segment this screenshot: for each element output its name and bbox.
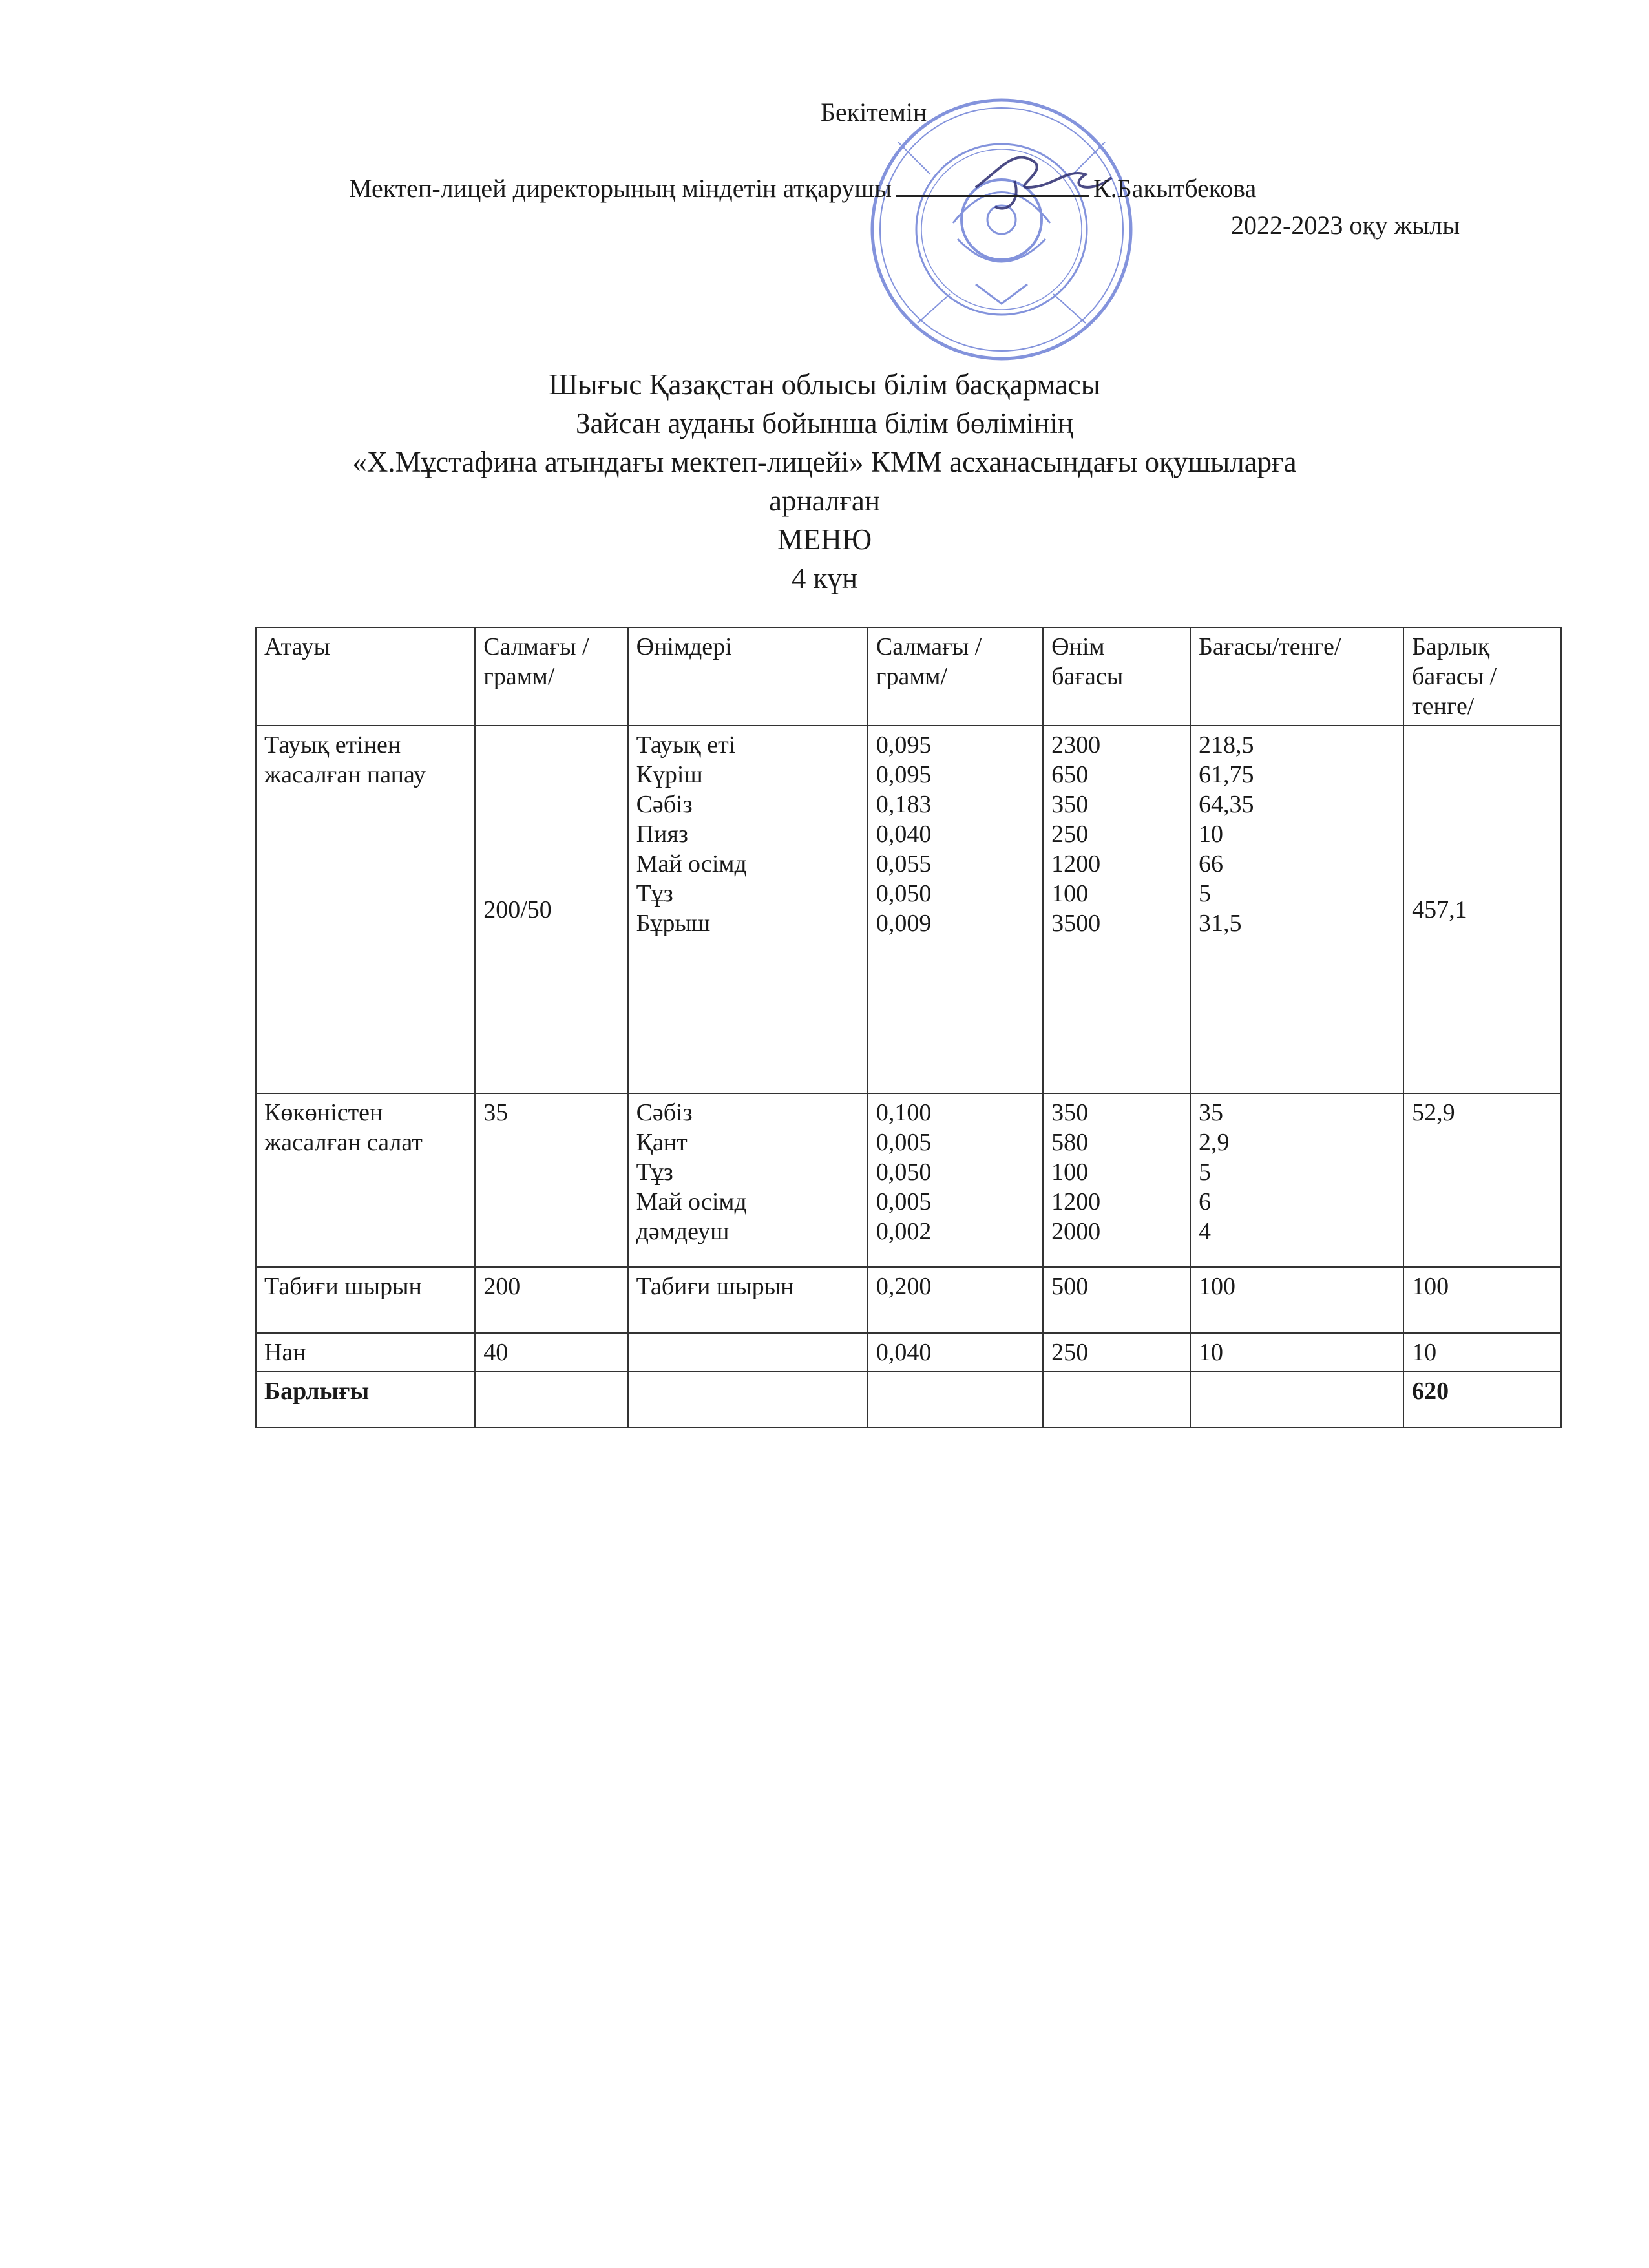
header-product-weight: Салмағы /грамм/ xyxy=(868,627,1043,726)
footer-empty-cell xyxy=(868,1372,1043,1427)
product-price-list-item: 2300 xyxy=(1051,731,1101,759)
price-list-item: 31,5 xyxy=(1199,910,1242,937)
approver-name: К.Бакытбекова xyxy=(1093,174,1257,203)
product-price-list xyxy=(1043,1093,1190,1267)
price-list-item: 218,5 xyxy=(1199,731,1254,759)
footer-label: Барлығы xyxy=(256,1372,475,1427)
dish-total: 10 xyxy=(1403,1333,1561,1372)
product-price-list-item: 1200 xyxy=(1051,1188,1101,1215)
product-list-item: Май осімд xyxy=(636,850,747,877)
product-weight-list xyxy=(868,1333,1043,1372)
price-list xyxy=(1190,1333,1403,1372)
dish-total: 52,9 xyxy=(1403,1093,1561,1267)
official-stamp xyxy=(821,90,1163,368)
header-products: Өнімдері xyxy=(628,627,868,726)
product-price-list-item: 350 xyxy=(1051,791,1089,818)
product-weight-list-item: 0,095 xyxy=(876,731,932,759)
product-price-list xyxy=(1043,1333,1190,1372)
price-list-item: 100 xyxy=(1199,1273,1236,1300)
footer-empty-cell xyxy=(475,1372,627,1427)
header-weight: Салмағы /грамм/ xyxy=(475,627,627,726)
product-price-list-item: 3500 xyxy=(1051,910,1101,937)
product-weight-list-item: 0,050 xyxy=(876,880,932,907)
table-row xyxy=(256,726,1561,1093)
product-price-list-item: 2000 xyxy=(1051,1218,1101,1245)
dish-total: 457,1 xyxy=(1403,726,1561,1093)
product-list-item: Қант xyxy=(636,1129,688,1156)
product-weight-list-item: 0,002 xyxy=(876,1218,932,1245)
product-list-item: Сәбіз xyxy=(636,791,693,818)
footer-empty-cell xyxy=(628,1372,868,1427)
price-list xyxy=(1190,1093,1403,1267)
product-price-list-item: 100 xyxy=(1051,1159,1089,1186)
product-weight-list-item: 0,055 xyxy=(876,850,932,877)
dish-weight: 35 xyxy=(475,1093,627,1267)
product-list-item: Май осімд xyxy=(636,1188,747,1215)
product-weight-list xyxy=(868,1267,1043,1333)
price-list-item: 5 xyxy=(1199,880,1212,907)
product-weight-list-item: 0,040 xyxy=(876,1339,932,1366)
heading-line-6: 4 күн xyxy=(791,562,858,594)
product-weight-list-item: 0,200 xyxy=(876,1273,932,1300)
dish-name: Тауық етінен жасалған папау xyxy=(256,726,475,1093)
product-price-list-item: 1200 xyxy=(1051,850,1101,877)
product-weight-list-item: 0,183 xyxy=(876,791,932,818)
price-list-item: 64,35 xyxy=(1199,791,1254,818)
product-price-list-item: 100 xyxy=(1051,880,1089,907)
menu-table xyxy=(255,627,1562,1428)
price-list-item: 4 xyxy=(1199,1218,1212,1245)
price-list-item: 5 xyxy=(1199,1159,1212,1186)
product-price-list-item: 500 xyxy=(1051,1273,1089,1300)
price-list-item: 10 xyxy=(1199,1339,1224,1366)
table-row xyxy=(256,1267,1561,1333)
table-row xyxy=(256,1333,1561,1372)
price-list-item: 35 xyxy=(1199,1099,1224,1126)
heading-line-4: арналған xyxy=(769,485,880,517)
product-list-item: Сәбіз xyxy=(636,1099,693,1126)
footer-empty-cell xyxy=(1190,1372,1403,1427)
dish-weight: 40 xyxy=(475,1333,627,1372)
heading-line-2: Зайсан ауданы бойынша білім бөлімінің xyxy=(576,407,1073,439)
product-weight-list-item: 0,040 xyxy=(876,821,932,848)
price-list-item: 2,9 xyxy=(1199,1129,1230,1156)
product-price-list-item: 350 xyxy=(1051,1099,1089,1126)
product-price-list-item: 650 xyxy=(1051,761,1089,788)
dish-name: Нан xyxy=(256,1333,475,1372)
dish-weight: 200 xyxy=(475,1267,627,1333)
product-list xyxy=(628,1093,868,1267)
price-list xyxy=(1190,726,1403,1093)
product-list-item: Тұз xyxy=(636,1159,673,1186)
document-heading xyxy=(0,365,1649,598)
product-weight-list-item: 0,005 xyxy=(876,1188,932,1215)
product-list-item: Тұз xyxy=(636,880,673,907)
header-price: Бағасы/тенге/ xyxy=(1190,627,1403,726)
approval-line xyxy=(349,173,1256,204)
header-name: Атауы xyxy=(256,627,475,726)
approver-position: Мектеп-лицей директорының міндетін атқарушы xyxy=(349,174,892,203)
table-row xyxy=(256,1093,1561,1267)
product-list-item: дәмдеуш xyxy=(636,1218,730,1245)
product-weight-list-item: 0,050 xyxy=(876,1159,932,1186)
dish-total: 100 xyxy=(1403,1267,1561,1333)
table-footer-row xyxy=(256,1372,1561,1427)
footer-empty-cell xyxy=(1043,1372,1190,1427)
signature-blank xyxy=(896,176,1089,197)
dish-weight: 200/50 xyxy=(475,726,627,1093)
product-list xyxy=(628,1333,868,1372)
product-weight-list-item: 0,095 xyxy=(876,761,932,788)
product-list-item: Күріш xyxy=(636,761,703,788)
product-price-list-item: 250 xyxy=(1051,1339,1089,1366)
product-price-list xyxy=(1043,1267,1190,1333)
product-weight-list xyxy=(868,1093,1043,1267)
dish-name: Табиғи шырын xyxy=(256,1267,475,1333)
footer-total: 620 xyxy=(1403,1372,1561,1427)
header-total: Барлық бағасы /тенге/ xyxy=(1403,627,1561,726)
product-price-list-item: 580 xyxy=(1051,1129,1089,1156)
price-list-item: 66 xyxy=(1199,850,1224,877)
dish-name: Көкөністен жасалған салат xyxy=(256,1093,475,1267)
academic-year: 2022-2023 оқу жылы xyxy=(1231,211,1460,240)
price-list xyxy=(1190,1267,1403,1333)
header-product-price: Өнім бағасы xyxy=(1043,627,1190,726)
price-list-item: 10 xyxy=(1199,821,1224,848)
product-list-item: Пияз xyxy=(636,821,688,848)
product-weight-list-item: 0,100 xyxy=(876,1099,932,1126)
heading-line-5: МЕНЮ xyxy=(777,523,872,556)
table-header-row xyxy=(256,627,1561,726)
product-price-list-item: 250 xyxy=(1051,821,1089,848)
heading-line-3: «Х.Мұстафина атындағы мектеп-лицейі» КММ асханасындағы оқушыларға xyxy=(352,446,1297,478)
product-list-item: Тауық еті xyxy=(636,731,736,759)
product-weight-list-item: 0,009 xyxy=(876,910,932,937)
product-list-item: Бұрыш xyxy=(636,910,711,937)
product-list xyxy=(628,726,868,1093)
price-list-item: 61,75 xyxy=(1199,761,1254,788)
product-weight-list xyxy=(868,726,1043,1093)
approval-title: Бекітемін xyxy=(821,98,927,127)
heading-line-1: Шығыс Қазақстан облысы білім басқармасы xyxy=(549,368,1100,401)
product-list xyxy=(628,1267,868,1333)
price-list-item: 6 xyxy=(1199,1188,1212,1215)
product-weight-list-item: 0,005 xyxy=(876,1129,932,1156)
product-list-item: Табиғи шырын xyxy=(636,1273,794,1300)
product-price-list xyxy=(1043,726,1190,1093)
